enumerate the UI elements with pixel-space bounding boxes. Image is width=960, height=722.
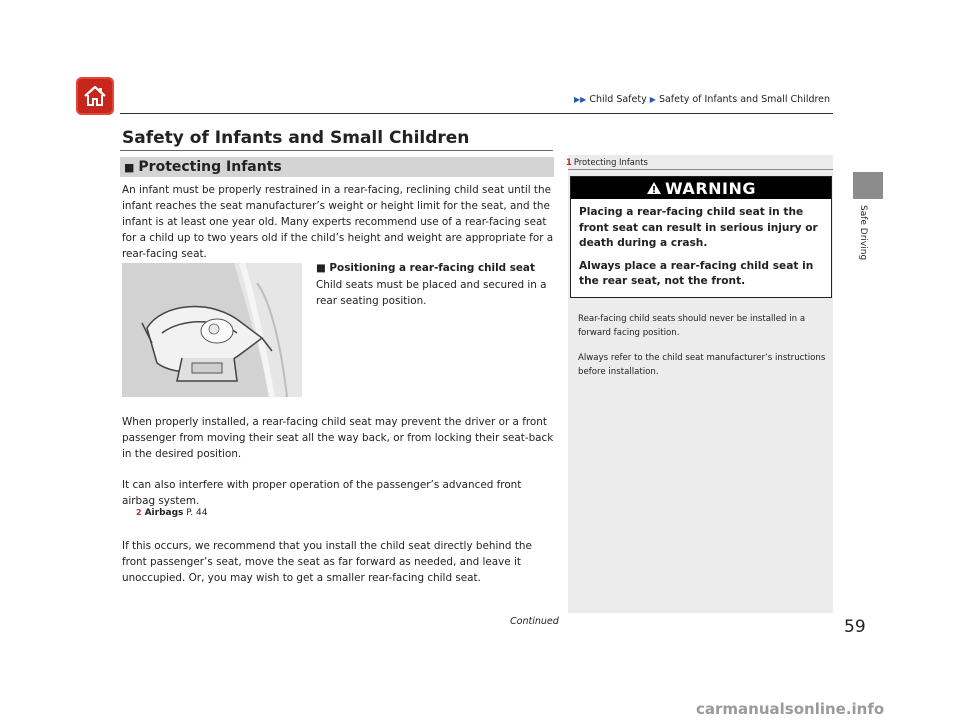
paragraph-airbag-interference: It can also interfere with proper operation of the passenger’s advanced front airbag system. [122,479,522,507]
note-divider [568,169,833,170]
header-divider [120,113,833,114]
chapter-tab[interactable] [853,172,883,199]
note-heading [566,157,648,167]
note-text-forward-facing: Rear-facing child seats should never be installed in a forward facing position. [578,314,806,338]
warning-label: WARNING [665,178,756,198]
subheading-positioning: ■ Positioning a rear-facing child seat [316,262,535,274]
breadcrumb-arrow-icon: ▶▶ [574,95,587,104]
breadcrumb-arrow-icon: ▶ [649,95,656,104]
breadcrumb-item-child-safety[interactable]: Child Safety [589,94,647,105]
paragraph-infant-restraint: An infant must be properly restrained in a rear-facing, reclining child seat until the infant reaches the seat manufacturer’s weight or height limit for the seat, and the infant is at least one year old. Many experts recommend use of a rear-facing seat for a child up to two years old if the child’s height and weight are appropriate for a rear-facing seat. [122,184,554,260]
warning-box [570,176,832,298]
paragraph-recommendation: If this occurs, we recommend that you install the child seat directly behind the front passenger’s seat, move the seat as far forward as needed, and leave it unoccupied. Or, you may wish to get a smaller rear-facing child seat. [122,540,532,584]
home-button[interactable] [76,77,114,115]
title-divider [120,150,553,151]
note-heading-text: Protecting Infants [573,157,648,167]
warning-text [579,205,825,297]
warning-paragraph-2: Always place a rear-facing child seat in the rear seat, not the front. [579,259,814,287]
continued-label: Continued [510,616,559,627]
section-heading-text: Protecting Infants [138,159,282,175]
breadcrumb [574,94,830,105]
page-title: Safety of Infants and Small Children [122,128,470,148]
xref-page: P. 44 [183,508,208,518]
paragraph-positioning: Child seats must be placed and secured in a rear seating position. [316,279,547,307]
note-text-manufacturer: Always refer to the child seat manufacturer’s instructions before installation. [578,353,826,377]
chapter-tab-label: Safe Driving [858,205,868,261]
warning-paragraph-1: Placing a rear-facing child seat in the front seat can result in serious injury or death during a crash. [579,206,818,249]
child-seat-illustration [122,263,302,397]
page-number: 59 [844,617,866,637]
airbags-cross-reference[interactable] [136,508,207,518]
breadcrumb-item-current: Safety of Infants and Small Children [658,94,831,105]
cross-reference-icon: 2 [136,508,142,517]
section-heading [120,157,554,177]
warning-triangle-icon [646,181,662,195]
paragraph-installation-effect: When properly installed, a rear-facing child seat may prevent the driver or a front passenger from moving their seat all the way back, or from locking their seat-back in the desired position. [122,416,554,460]
section-marker-icon: ■ [124,160,135,174]
note-number-icon: 1 [566,157,572,167]
home-icon [82,84,108,108]
warning-header [571,177,831,199]
xref-label: Airbags [144,508,184,518]
watermark: carmanualsonline.info [696,700,885,718]
